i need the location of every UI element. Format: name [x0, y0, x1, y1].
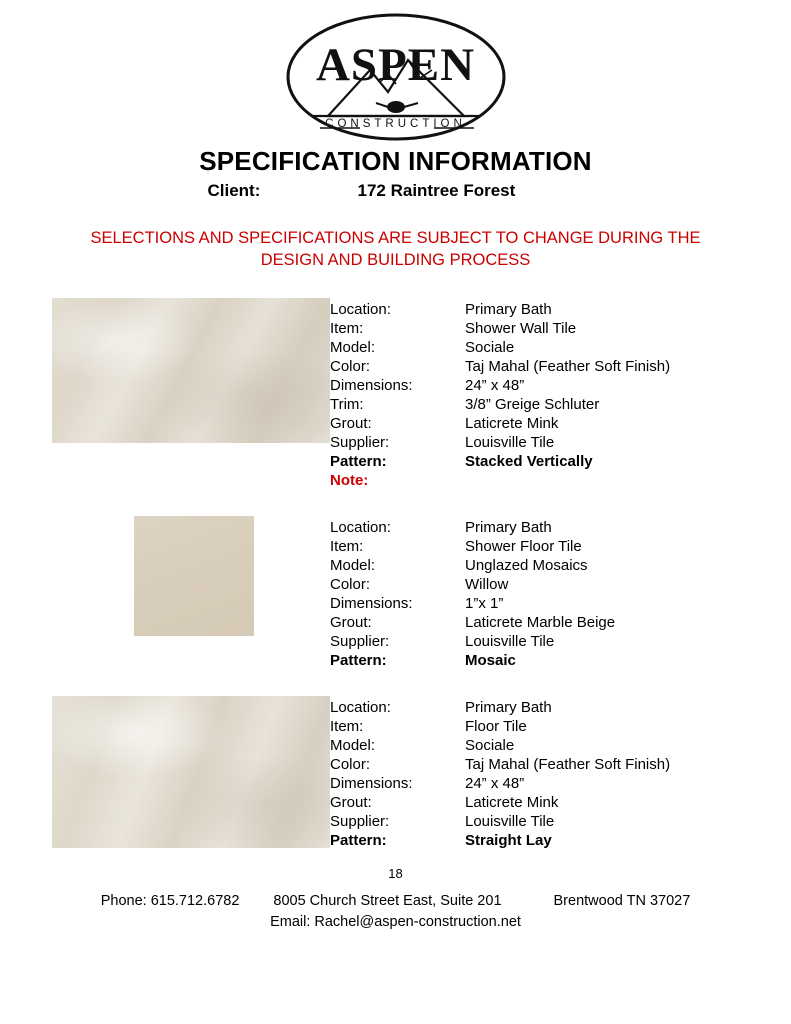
spec-row	[330, 793, 791, 812]
spec-value: Straight Lay	[465, 831, 552, 849]
spec-value: 24” x 48”	[465, 376, 525, 394]
spec-key: Pattern:	[330, 831, 387, 849]
spec-value: Mosaic	[465, 651, 516, 669]
spec-key: Item:	[330, 319, 364, 337]
spec-list	[330, 298, 791, 490]
swatch-column	[0, 516, 330, 636]
spec-row	[330, 594, 791, 613]
spec-key: Location:	[330, 518, 391, 536]
spec-row	[330, 831, 791, 850]
spec-value: Stacked Vertically	[465, 452, 593, 470]
logo-subtitle-text: CONSTRUCTION	[325, 118, 466, 130]
aspen-construction-logo	[284, 12, 508, 142]
swatch-column	[0, 696, 330, 848]
spec-row	[330, 556, 791, 575]
spec-row	[330, 452, 791, 471]
footer-address: 8005 Church Street East, Suite 201	[273, 892, 502, 909]
client-label: Client:	[207, 181, 261, 200]
spec-blocks	[0, 298, 791, 850]
spec-value: Louisville Tile	[465, 433, 555, 451]
client-value: 172 Raintree Forest	[357, 181, 516, 200]
spec-value: Laticrete Mink	[465, 414, 559, 432]
spec-key: Grout:	[330, 793, 372, 811]
spec-row	[330, 537, 791, 556]
spec-key: Supplier:	[330, 632, 390, 650]
spec-key: Color:	[330, 575, 371, 593]
spec-key: Item:	[330, 717, 364, 735]
spec-value: Louisville Tile	[465, 812, 555, 830]
logo-container	[0, 0, 791, 142]
page-number: 18	[388, 865, 403, 881]
spec-value: Sociale	[465, 338, 515, 356]
spec-row	[330, 395, 791, 414]
spec-value: Sociale	[465, 736, 515, 754]
spec-value: Taj Mahal (Feather Soft Finish)	[465, 755, 671, 773]
spec-key: Dimensions:	[330, 376, 413, 394]
spec-key: Supplier:	[330, 433, 390, 451]
spec-key: Location:	[330, 698, 391, 716]
spec-row	[330, 300, 791, 319]
spec-value: Louisville Tile	[465, 632, 555, 650]
footer-email: Email: Rachel@aspen-construction.net	[270, 913, 521, 930]
disclaimer-text: SELECTIONS AND SPECIFICATIONS ARE SUBJECT TO CHANGE DURING THE DESIGN AND BUILDING PROCESS	[90, 229, 701, 270]
spec-key: Grout:	[330, 613, 372, 631]
spec-value-note	[465, 471, 791, 490]
spec-key: Trim:	[330, 395, 364, 413]
spec-row	[330, 651, 791, 670]
spec-value: 24” x 48”	[465, 774, 525, 792]
spec-key: Model:	[330, 736, 376, 754]
spec-row	[330, 736, 791, 755]
spec-value: Taj Mahal (Feather Soft Finish)	[465, 357, 671, 375]
spec-key: Location:	[330, 300, 391, 318]
page-title: SPECIFICATION INFORMATION	[199, 146, 592, 176]
spec-row	[330, 338, 791, 357]
spec-list	[330, 516, 791, 670]
spec-row	[330, 774, 791, 793]
spec-row	[330, 518, 791, 537]
spec-value: Floor Tile	[465, 717, 527, 735]
footer-contact-line	[0, 891, 791, 912]
spec-block	[0, 298, 791, 490]
shower-floor-tile-swatch	[134, 516, 254, 636]
spec-block	[0, 516, 791, 670]
spec-row	[330, 613, 791, 632]
spec-value: Unglazed Mosaics	[465, 556, 588, 574]
spec-key: Color:	[330, 357, 371, 375]
spec-row	[330, 357, 791, 376]
spec-key: Grout:	[330, 414, 372, 432]
floor-tile-swatch	[52, 696, 330, 848]
spec-row	[330, 632, 791, 651]
spec-value: Willow	[465, 575, 509, 593]
spec-key: Item:	[330, 537, 364, 555]
footer-city-state-zip: Brentwood TN 37027	[553, 892, 691, 909]
spec-row	[330, 755, 791, 774]
client-row	[0, 181, 791, 201]
spec-key: Supplier:	[330, 812, 390, 830]
spec-row	[330, 717, 791, 736]
footer-phone: Phone: 615.712.6782	[100, 892, 240, 909]
spec-key: Model:	[330, 556, 376, 574]
spec-value: Shower Floor Tile	[465, 537, 582, 555]
footer	[0, 891, 791, 933]
spec-row	[330, 319, 791, 338]
logo-brand-text: ASPEN	[315, 39, 476, 91]
spec-row	[330, 414, 791, 433]
spec-value: Primary Bath	[465, 518, 552, 536]
spec-row	[330, 471, 791, 490]
spec-key: Color:	[330, 755, 371, 773]
spec-value: Laticrete Marble Beige	[465, 613, 616, 631]
spec-value: 3/8” Greige Schluter	[465, 395, 600, 413]
spec-key-note: Note:	[330, 471, 369, 489]
spec-value: Shower Wall Tile	[465, 319, 577, 337]
spec-value: Primary Bath	[465, 300, 552, 318]
spec-row	[330, 812, 791, 831]
swatch-column	[0, 298, 330, 443]
shower-wall-tile-swatch	[52, 298, 330, 443]
spec-row	[330, 698, 791, 717]
spec-key: Model:	[330, 338, 376, 356]
spec-key: Dimensions:	[330, 594, 413, 612]
spec-key: Pattern:	[330, 452, 387, 470]
spec-value: Laticrete Mink	[465, 793, 559, 811]
spec-row	[330, 575, 791, 594]
spec-value: 1”x 1”	[465, 594, 504, 612]
spec-row	[330, 433, 791, 452]
spec-row	[330, 376, 791, 395]
spec-key: Dimensions:	[330, 774, 413, 792]
spec-key: Pattern:	[330, 651, 387, 669]
spec-list	[330, 696, 791, 850]
spec-block	[0, 696, 791, 850]
spec-value: Primary Bath	[465, 698, 552, 716]
